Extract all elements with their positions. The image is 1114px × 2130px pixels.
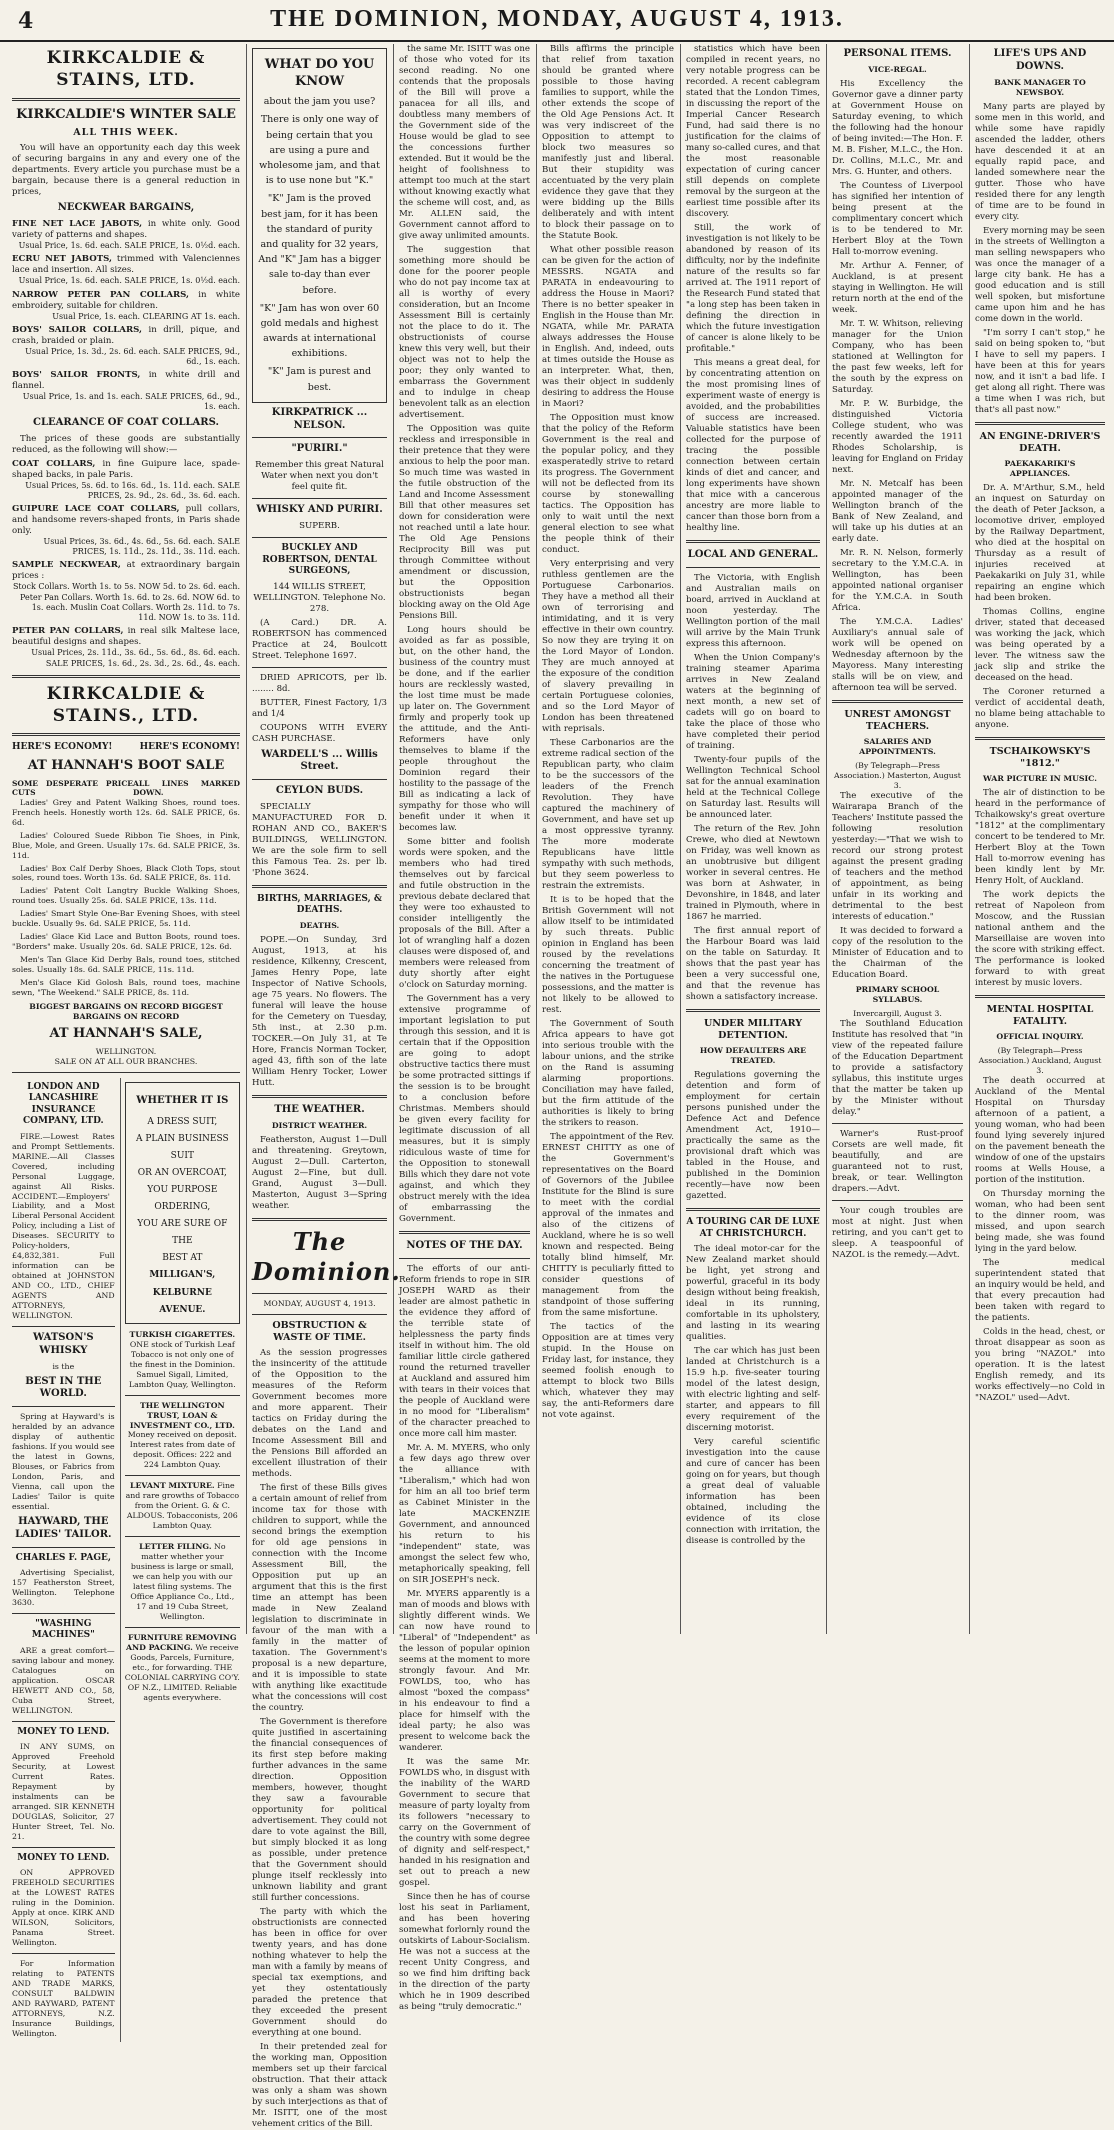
notes-paragraph: Very enterprising and very ruthless gentlemen are the Portuguese Carbonarios. They have a method all their own of terrorising and intimidating, and it is very effective in their own country. So now they are trying it on the Lord Mayor of London. They are much annoyed at the exposure of the condition of slavery prevailing in certain Portuguese colonies, and so the Lord Mayor of London has been threatened with reprisals.: [542, 559, 674, 734]
column-rule: [246, 44, 247, 1634]
military-detention-subtitle: HOW DEFAULTERS ARE TREATED.: [699, 1046, 807, 1066]
personal-item-paragraph: The Countess of Liverpool has signified her intention of being present at the complimentary concert which is to be tendered to Mr. Herbert Bloy at the Town Hall to-morrow evening.: [832, 180, 963, 257]
mental-hospital-title: MENTAL HOSPITAL FATALITY.: [986, 1004, 1094, 1028]
sale-item-price: Usual Price, 1s. 6d. each. SALE PRICE, 1s. 0½d. each.: [18, 241, 240, 251]
sale-item-desc: pull collars, and handsome revers-shaped fronts, in Paris shade only.: [12, 503, 241, 536]
what-do-you-know-title: WHAT DO YOU KNOW: [264, 57, 375, 89]
editorial-paragraph: The Government has a very extensive programme of important legislation to put through this session, and it is certain that if the Opposition are going to adopt obstructive tactics there must be some protracted sittings if the session is to be brought to a conclusion before Christmas. Members should be given every facility for legitimate discussion of all measures, but it is simply ridiculous waste of time for the Opposition to stonewall Bills which they dare not vote against, and which they obstruct merely with the idea of embarrassing the Government.: [399, 994, 530, 1224]
business-suit: A PLAIN BUSINESS SUIT: [135, 1133, 229, 1161]
sale-item-name: GUIPURE LACE COAT COLLARS,: [12, 503, 180, 514]
notes-paragraph: The Opposition must know that the policy of the Reform Government is the real and the popular policy, and they exasperatedly strive to retard its progress. The Government will not be deflected from its course by stonewalling tactics. The Opposition has only to wait until the next general election to see what the people think of their conduct.: [542, 413, 674, 555]
charles-page-body: Advertising Specialist, 157 Featherston Street, Wellington. Telephone 3630.: [12, 1568, 115, 1607]
sale-item: [12, 560, 240, 623]
editorial-paragraph: Long hours should be avoided as far as possible, but, on the other hand, the business of the country must be done, and if the earlier hours are recklessly wasted, the lost time must be made up later on. The Government firmly and properly took up the attitude, and the Anti-Reformers have only themselves to blame if the people throughout the Dominion regard their hostility to the passage of the Bill as indicating a lack of sympathy for those who will benefit under it when it becomes law.: [399, 625, 530, 833]
sale-item: [12, 290, 240, 322]
washing-machines-body: ARE a great comfort—saving labour and money. Catalogues on application. OSCAR HEWETT AND CO., 58, Cuba Street, WELLINGTON.: [12, 1645, 115, 1715]
kelburne: KELBURNE AVENUE.: [152, 1287, 212, 1315]
column-6: [832, 44, 963, 1634]
dental-title: BUCKLEY AND ROBERTSON, DENTAL SURGEONS,: [262, 543, 377, 577]
london-lancashire-body: FIRE.—Lowest Rates and Prompt Settlements. MARINE.—All Classes Covered, including Personal Luggage, against All Risks. ACCIDENT.—Employers' Liability, and a Most Liberal Personal Accident Policy, including a List of Diseases. SECURITY to Policy-holders, £4,832,381. Full information can be obtained at JOHNSTON AND CO., LTD., CHIEF AGENTS AND ATTORNEYS, WELLINGTON.: [12, 1131, 115, 1321]
notes-paragraph: Bills affirms the principle that relief from taxation should be granted where possible to those having families to support, while the other extends the scope of the Old Age Pensions Act. It was very indiscreet of the Opposition to attempt to block two measures so manifestly just and liberal. But their stupidity was accentuated by the very plain evidence they gave that they were bidding up the Bills deliberately and with intent to block their passage on to the Statute Book.: [542, 44, 674, 241]
patents-body: For Information relating to PATENTS AND TRADE MARKS, CONSULT BALDWIN AND RAYWARD, PATENT ATTORNEYS, N.Z. Insurance Buildings, Wellington.: [12, 1959, 115, 2038]
primary-syllabus-body: The Southland Education Institute has resolved that "in view of the repeated failure of the Education Department to provide a satisfactory syllabus, this institute urges that the matter be taken up by the Minister without delay.": [832, 1018, 963, 1117]
sure-best: YOU ARE SURE OF THE: [137, 1219, 228, 1247]
winter-sale-intro: You will have an opportunity each day this week of securing bargains in any and every one of the departments. Every article you purchase must be a bargain, because there is a general reduction in prices,: [12, 143, 240, 198]
purpose: YOU PURPOSE ORDERING,: [147, 1185, 218, 1213]
personal-item-paragraph: Mr. T. W. Whitson, relieving manager for the Union Company, who has been stationed at Wellington for the past few weeks, left for the south by the express on Saturday.: [832, 318, 963, 395]
engine-paragraph: Dr. A. M'Arthur, S.M., held an inquest on Saturday on the death of Peter Jackson, a locomotive driver, employed by the Railway Department, who died at the hospital on Thursday as a result of injuries received at Paekakariki on July 31, while repairing an engine which had been broken.: [975, 482, 1105, 603]
sale-item: [12, 504, 240, 557]
touring-car-paragraph: Very careful scientific investigation into the cause and cure of cancer has been going on for years, but though a great deal of valuable information has been obtained, including the evidence of its close connection with irritation, the disease is controlled by the: [686, 1437, 820, 1547]
lifes-ups-downs-title: LIFE'S UPS AND DOWNS.: [993, 48, 1087, 72]
sale-item-price: Usual Prices, 5s. 6d. to 16s. 6d., 1s. 11d. each. SALE PRICES, 2s. 9d., 2s. 6d., 3s. 6d. each.: [25, 480, 240, 500]
sale-item-price: Usual Price, 1s. 6d. each. SALE PRICE, 1s. 0½d. each.: [18, 276, 240, 286]
touring-car-paragraph: The car which has just been landed at Christchurch is a 15.9 h.p. five-seater touring model of the latest design, with electric lighting and self-starter, and appears to fill every requirement of the discerning motorist.: [686, 1346, 820, 1434]
watsons-is-the: is the: [52, 1361, 75, 1371]
editorial-paragraph: The Opposition was quite reckless and irresponsible in their pretence that they were anxious to help the poor man. So much time was wasted in the futile obstruction of the Land and Income Assessment Bill that other measures set down for consideration were not reached until a late hour. The Old Age Pensions Reciprocity Bill was put through Committee without amendment or discussion, but the Opposition obstructionists began blocking away on the Old Age Pensions Bill.: [399, 424, 530, 621]
ymca-body: The Y.M.C.A. Ladies' Auxiliary's annual sale of work will be opened on Wednesday afternoon by the Mayoress. Many interesting stalls will be on view, and afternoon tea will be served.: [832, 616, 963, 693]
notes-paragraph: The appointment of the Rev. ERNEST CHITTY as one of the Government's representatives on the Board of Governors of the Jubilee Institute for the Blind is sure to meet with the cordial approval of the inmates and also of the citizens of Auckland, where he is so well known and respected. Being totally blind himself, Mr. CHITTY is peculiarly fitted to consider questions of management from the standpoint of those suffering from the same misfortune.: [542, 1132, 674, 1318]
coupons: COUPONS WITH EVERY CASH PURCHASE.: [252, 722, 387, 744]
engine-paragraph: Thomas Collins, engine driver, stated that deceased was working the jack, which was being operated by a lever. The witness saw the jack slip and strike the deceased on the head.: [975, 606, 1105, 683]
weather-body: Featherston, August 1—Dull and threatening. Greytown, August 2—Dull. Carterton, August 2—Fine, but dull. Grand, August 3—Dull. Masterton, August 3—Spring weather.: [252, 1134, 387, 1211]
personal-item-paragraph: Mr. Arthur A. Fenner, of Auckland, is at present staying in Wellington. He will return north at the end of the week.: [832, 260, 963, 315]
vice-regal: VICE-REGAL.: [868, 64, 927, 74]
sale-item-desc: in drill, pique, and crash, braided or plain.: [12, 324, 241, 346]
sale-item: [12, 459, 240, 501]
local-general-paragraph: When the Union Company's training steamer Aparima arrives in New Zealand waters at the beginning of next month, a new set of cadets will go on board to take the place of those who have completed their period of training.: [686, 652, 820, 751]
kirkcaldie-title: KIRKCALDIE & STAINS, LTD.: [46, 48, 206, 90]
sale-item-name: NARROW PETER PAN COLLARS,: [12, 289, 190, 300]
teachers-paragraph: It was decided to forward a copy of the resolution to the Minister of Education and to the Chairman of the Education Board.: [832, 925, 963, 980]
clearance-heading: CLEARANCE OF COAT COLLARS.: [33, 416, 219, 428]
charles-page-title: CHARLES F. PAGE,: [15, 1552, 112, 1563]
deaths-body: POPE.—On Sunday, 3rd August, 1913, at his residence, Kilkenny, Crescent, James Henry Pope, late Inspector of Native Schools, age 75 years. No flowers. The funeral will leave the house for the Cemetery on Tuesday, 5th inst., at 2.30 p.m. TOCKER.—On July 31, at Te Hore, Francis Norman Tocker, aged 43, fifth son of the late William Henry Tocker, Lower Hutt.: [252, 934, 387, 1088]
touring-car-title: A TOURING CAR DE LUXE AT CHRISTCHURCH.: [686, 1217, 820, 1239]
newspaper-title: THE DOMINION, MONDAY, AUGUST 4, 1913.: [270, 6, 844, 32]
engine-driver-subtitle: PAEKAKARIKI'S APPLIANCES.: [1004, 458, 1076, 478]
biggest-bargains: BIGGEST BARGAINS ON RECORD BIGGEST BARGAINS ON RECORD: [29, 1002, 223, 1022]
unrest-teachers-subtitle: SALARIES AND APPOINTMENTS.: [859, 737, 936, 757]
furniture-removing: FURNITURE REMOVING AND PACKING. We receive Goods, Parcels, Furniture, etc., for forwarding. THE COLONIAL CARRYING CO'Y. OF N.Z., LIMITED. Reliable agents everywhere.: [124, 1632, 240, 1702]
primary-syllabus-dateline: Invercargill, August 3.: [853, 1008, 942, 1018]
ceylon-buds-title: CEYLON BUDS.: [275, 785, 364, 797]
mental-hospital-paragraph: On Thursday morning the woman, who had been sent to the dinner room, was missed, and upon search being made, she was found lying in the yard below.: [975, 1189, 1105, 1255]
economy-right: HERE'S ECONOMY!: [139, 742, 240, 753]
washing-machines-title: "WASHING MACHINES": [31, 1618, 95, 1641]
wardells: WARDELL'S ... Willis Street.: [261, 748, 378, 773]
dress-suit: A DRESS SUIT,: [147, 1116, 218, 1127]
jam-ad-line: "K" Jam is purest and best.: [267, 366, 372, 393]
cancer-paragraph: Still, the work of investigation is not likely to be abandoned by reason of its difficulty, nor by the indefinite nature of the results so far arrived at. The 1911 report of the Research Fund stated that "a long step has been taken in defining the direction in which the future investigation of cancer is alone likely to be profitable.": [686, 223, 820, 354]
letter-filing: LETTER FILING. No matter whether your business is large or small, we can help you with our latest filing systems. The Office Appliance Co., Ltd., 17 and 19 Cuba Street, Wellington.: [130, 1542, 235, 1621]
column-2: [252, 44, 401, 2130]
cancer-paragraph: statistics which have been compiled in recent years, no very notable progress can be recorded. A recent cablegram stated that the London Times, in discussing the report of the Imperial Cancer Research Fund, had said there is no justification for the claims of many so-called cures, and that the most reasonable expectation of curing cancer still depends on complete removal by the surgeon at the earliest time possible after its discovery.: [686, 44, 820, 219]
sale-item: [12, 325, 240, 367]
personal-item-paragraph: Mr. P. W. Burbidge, the distinguished Victoria College student, who was recently awarded the 1911 Rhodes Scholarship, is leaving for England on Friday next.: [832, 398, 963, 475]
sale-item: [12, 219, 240, 251]
sale-item: [12, 626, 240, 668]
desperate-cuts: SOME DESPERATE PRICE CUTS: [12, 778, 134, 798]
sale-item-desc: at extraordinary bargain prices :: [12, 560, 241, 582]
sale-item-desc: in white embroidery, suitable for children.: [12, 289, 240, 311]
boot-sale-item: Ladies' Grey and Patent Walking Shoes, round toes. French heels. Honestly worth 12s. 6d. SALE PRICE, 6s. 6d.: [12, 797, 240, 827]
boot-sale-item: Ladies' Smart Style One-Bar Evening Shoes, with steel buckle. Usually 9s. 6d. SALE PRICE, 5s. 11d.: [12, 909, 240, 929]
mental-hospital-dateline: (By Telegraph—Press Association.) Auckland, August 3.: [978, 1046, 1102, 1076]
hannah-boot-sale-title: AT HANNAH'S BOOT SALE: [27, 757, 225, 773]
engine-paragraph: The Coroner returned a verdict of accidental death, no blame being attachable to anyone.: [975, 686, 1105, 730]
winter-sale-subtitle: ALL THIS WEEK.: [73, 127, 179, 139]
money-to-lend-title-2: MONEY TO LEND.: [17, 1852, 110, 1863]
sale-item-desc: in white drill and flannel.: [12, 370, 240, 392]
winter-sale-title: KIRKCALDIE'S WINTER SALE: [16, 106, 236, 122]
engine-driver-title: AN ENGINE-DRIVER'S DEATH.: [979, 430, 1101, 454]
obstruction-paragraph: The first of these Bills gives a certain amount of relief from income tax for those with children to support, while the second brings the exemption for old age pensions in connection with the Income Assessment Bill, the Opposition put up an argument that this is the first time an attempt has been made in New Zealand legislation to discriminate in favour of the man with a family in the matter of taxation. The Government's proposal is a new departure, and it is impossible to state with anything like exactitude what the concessions will cost the country.: [252, 1483, 387, 1714]
london-lancashire-title: LONDON AND LANCASHIRE INSURANCE COMPANY, LTD.: [22, 1081, 104, 1127]
column-rule: [969, 44, 970, 1634]
dental-body: 144 WILLIS STREET, WELLINGTON. Telephone No. 278.: [253, 581, 386, 614]
notes-paragraph: The tactics of the Opposition are at times very stupid. In the House on Friday last, for instance, they seemed foolish enough to attempt to block two Bills which, whatever they may say, the anti-Reformers dare not vote against.: [542, 1322, 674, 1420]
unrest-teachers-dateline: (By Telegraph—Press Association.) Masterton, August 3.: [834, 761, 961, 790]
editorial-paragraph: the same Mr. ISITT was one of those who voted for its second reading. No one contends that the proposals of the Bill will prove a panacea for all ills, and doubtless many members of the Government side of the House would be glad to see the concessions further extended. But it would be the height of foolishness to attempt too much at the start without knowing exactly what the scheme will cost, and, as Mr. ALLEN said, the Government cannot afford to give away unlimited amounts.: [399, 44, 530, 241]
tchaikowsky-paragraph: The work depicts the retreat of Napoleon from Moscow, and the Russian national anthem and the Marseillaise are woven into the score with striking effect. The performance is looked forward to with great interest by music lovers.: [975, 890, 1105, 989]
puriri-body: Remember this great Natural Water when next you don't feel quite fit.: [255, 460, 384, 493]
money-to-lend-body-2: ON APPROVED FREEHOLD SECURITIES at the LOWEST RATES ruling in the Dominion. Apply at once. KIRK AND WILSON, Solicitors, Panama Street. Wellington.: [12, 1868, 115, 1948]
mental-hospital-paragraph: The medical superintendent stated that an inquiry would be held, and that every precaution had been taken with regard to the patients.: [975, 1258, 1106, 1324]
puriri-title: "PURIRI.": [291, 443, 348, 455]
money-to-lend-body: IN ANY SUMS, on Approved Freehold Security, at Lowest Current Rates. Repayment by instalments can be arranged. SIR KENNETH DOUGLAS, Solicitor, 27 Hunter Street, Tel. No. 21.: [12, 1742, 115, 1841]
trust-loan-ad: THE WELLINGTON TRUST, LOAN & INVESTMENT CO., LTD. Money received on deposit. Interest rates from date of deposit. Offices: 222 and 224 Lambton Quay.: [127, 1400, 237, 1470]
notes-paragraph: The efforts of our anti-Reform friends to rope in SIR JOSEPH WARD as their leader are almost pathetic in the evidence they afford of the terrible state of helplessness the party finds itself in without him. The old familiar little circle gathered round the returned traveller at Auckland and assured him with tears in their voices that the people of Auckland were in no mood for "Liberalism" of the character preached to once more call him master.: [399, 1263, 530, 1439]
obstruction-title: OBSTRUCTION & WASTE OF TIME.: [272, 1320, 367, 1344]
turkish-cigarettes: TURKISH CIGARETTES. ONE stock of Turkish Leaf Tobacco is not only one of the finest in the Dominion. Samuel Sigall, Limited, Lambton Quay, Wellington.: [128, 1329, 236, 1389]
bmd-title: BIRTHS, MARRIAGES, & DEATHS.: [257, 893, 382, 916]
deaths-title: DEATHS.: [299, 920, 340, 930]
dried-apricots: DRIED APRICOTS, per lb. ........ 8d.: [252, 672, 387, 694]
notes-paragraph: The Government of South Africa appears to have got into serious trouble with the labour unions, and the strike on the Rand is assuming alarming proportions. Conciliation may have failed, but the firm attitude of the authorities is likely to bring the strikers to reason.: [542, 1019, 674, 1128]
hannah-branches: SALE ON AT ALL OUR BRANCHES.: [54, 1056, 198, 1066]
life-paragraph: "I'm sorry I can't stop," he said on being spoken to, "but I have to sell my papers. I have been at this for years now, and it isn't a bad life. I get along all right. There was a time when I was rich, but that's all past now.": [975, 327, 1105, 415]
watsons-whisky-title: WATSON'S WHISKY: [33, 1332, 94, 1356]
obstruction-paragraph: In their pretended zeal for the working man, Opposition members set up their farcical obstruction. That their attack was only a sham was shown by such interjections as that of Mr. ISITT, one of the most vehement critics of the Bill.: [252, 2042, 387, 2130]
whether-title: WHETHER IT IS: [136, 1094, 229, 1106]
notes-paragraph: Mr. MYERS apparently is a man of moods and blows with slightly different winds. We can now have round to "Liberal" of "Independent" as the lesson of popular opinion seems at the moment to more strongly favour. And Mr. FOWLDS, too, who has almost "boxed the compass" in his endeavour to find a place for himself with the ideal party; he also was present to welcome back the wanderer.: [399, 1588, 530, 1753]
sale-item-desc: in white only. Good variety of patterns and shapes.: [12, 219, 240, 241]
butter: BUTTER, Finest Factory, 1/3 and 1/4: [252, 697, 387, 719]
whisky-puriri-title: WHISKY AND PURIRI.: [256, 504, 383, 516]
notes-of-the-day-title: NOTES OF THE DAY.: [406, 1240, 523, 1251]
sale-item-price: Usual Price, 1s. 3d., 2s. 6d. each. SALE PRICES, 9d., 6d., 1s. each.: [25, 346, 240, 367]
sale-item-name: PETER PAN COLLARS,: [12, 626, 124, 637]
sale-item-price: Usual Price, 1s. each. CLEARING AT 1s. each.: [52, 311, 240, 321]
local-general-paragraph: The Victoria, with English and Australian mails on board, arrived in Auckland at noon yesterday. The Wellington portion of the mail will arrive by the Main Trunk express this afternoon.: [686, 572, 820, 649]
personal-item-paragraph: Mr. R. N. Nelson, formerly secretary to the Y.M.C.A. in Wellington, has been appointed national organiser for the Y.M.C.A. in South Africa.: [832, 547, 963, 613]
neckwear-heading: NECKWEAR BARGAINS,: [57, 202, 195, 214]
mental-hospital-paragraph: The death occurred at Auckland of the Mental Hospital on Thursday afternoon of a patient, a young woman, who had been found lying severely injured on the pavement beneath the window of one of the upstairs rooms at Wells House, a portion of the institution.: [975, 1076, 1105, 1186]
unrest-teachers-title: UNREST AMONGST TEACHERS.: [844, 708, 951, 732]
weather-title: THE WEATHER.: [274, 1103, 365, 1115]
notes-paragraph: Since then he has of course lost his seat in Parliament, and has been hovering somewhat forlornly round the outskirts of Labour-Socialism. He was not a success at the recent Unity Congress, and so we find him drifting back in the direction of the party which he in 1909 described as being "truly democratic.": [399, 1891, 530, 2012]
boot-sale-item: Ladies' Glace Kid Lace and Button Boots, round toes. "Borders" make. Usually 20s. 6d. SALE PRICE, 12s. 6d.: [12, 932, 240, 952]
dr-robertson-card: (A Card.) DR. A. ROBERTSON has commenced Practice at 24, Boulcott Street. Telephone 1697.: [252, 617, 387, 661]
dominion-date: MONDAY, AUGUST 4, 1913.: [263, 1299, 376, 1309]
tchaikowsky-title: TSCHAIKOWSKY'S "1812.": [989, 745, 1091, 769]
money-to-lend-title: MONEY TO LEND.: [17, 1726, 110, 1737]
sale-item-name: BOYS' SAILOR FRONTS,: [12, 370, 141, 381]
sale-item-desc: in real silk Maltese lace, beautiful designs and shapes.: [12, 626, 241, 648]
levant-mixture: LEVANT MIXTURE. Fine and rare growths of Tobacco from the Orient. G. & C. ALDOUS. Tobacconists, 206 Lambton Quay.: [125, 1481, 240, 1531]
obstruction-paragraph: As the session progresses the insincerity of the attitude of the Opposition to the measures of the Reform Government becomes more and more apparent. Their tactics on Friday during the debates on the Land and Income Assessment Bill and the Pensions Bill afforded an excellent illustration of their methods.: [252, 1348, 387, 1480]
hayward-title: HAYWARD, THE LADIES' TAILOR.: [15, 1515, 112, 1540]
sale-item-name: FINE NET LACE JABOTS,: [12, 219, 143, 230]
all-lines-marked: ALL LINES MARKED DOWN.: [133, 778, 240, 798]
mental-hospital-subtitle: OFFICIAL INQUIRY.: [996, 1032, 1084, 1042]
boot-sale-item: Men's Tan Glace Kid Derby Bals, round toes, stitched soles. Usually 18s. 6d. SALE PRICE, 11s. 11d.: [12, 955, 240, 975]
column-rule: [826, 44, 827, 1634]
weather-subtitle: DISTRICT WEATHER.: [271, 1120, 368, 1130]
sale-item-name: ECRU NET JABOTS,: [12, 254, 112, 265]
hannah-sale-title: AT HANNAH'S SALE,: [49, 1026, 203, 1042]
lifes-ups-downs-subtitle: BANK MANAGER TO NEWSBOY.: [994, 77, 1086, 97]
sale-item: [12, 370, 240, 412]
tchaikowsky-subtitle: WAR PICTURE IN MUSIC.: [983, 774, 1097, 784]
sale-item-price: Stock Collars. Worth 1s. to 5s. NOW 5d. to 2s. 6d. each. Peter Pan Collars. Worth 1s. 6d. to 2s. 6d. NOW 6d. to 1s. each. Muslin Coat Collars. Worth 2s. 11d. to 7s. 11d. NOW 1s. to 3s. 11d.: [12, 582, 240, 623]
clearance-intro: The prices of these goods are substantially reduced, as the following will show:—: [12, 433, 240, 455]
notes-paragraph: Mr. A. M. MYERS, who only a few days ago threw over the alliance with "Liberalism," which had won for him an all too brief term as Cabinet Minister in the late MACKENZIE Government, and announced his return to his "independent" state, was amongst the select few who, metaphorically speaking, fell on SIR JOSEPH's neck.: [399, 1442, 530, 1585]
column-3: [399, 44, 530, 2012]
cancer-paragraph: This means a great deal, for by concentrating attention on the most promising lines of experiment waste of energy is avoided, and the probabilities of success are increased. Valuable statistics have been collected for the purpose of tracing the possible connection between certain kinds of diet and cancer, and long experiments have shown that mice with a cancerous ancestry are more liable to cancer than those born from a healthy line.: [686, 358, 820, 533]
overcoat: OR AN OVERCOAT,: [137, 1167, 227, 1178]
teachers-paragraph: The executive of the Wairarapa Branch of the Teachers' Institute passed the following resolution yesterday:—"That we wish to record our strong protest against the present grading of teachers and the method of appointment, as being unfair in its working and detrimental to the best interests of education.": [832, 790, 963, 922]
obstruction-paragraph: The party with which the obstructionists are connected has been in office for over twenty years, and has done nothing whatever to help the man with a family by means of special tax exemptions, and yet they ostentatiously paraded the pretence that they exceeded the present Government should do everything at one bound.: [252, 1907, 387, 2039]
page-number: 4: [18, 8, 34, 34]
column-5: [686, 44, 820, 1634]
kirkcaldie-title-2: KIRKCALDIE & STAINS., LTD.: [46, 683, 206, 726]
column-rule: [393, 44, 394, 1634]
ceylon-buds-body: SPECIALLY MANUFACTURED FOR D. ROHAN AND CO., BAKER'S BUILDINGS, WELLINGTON. We are the sole firm to sell this Famous Tea. 2s. per lb. 'Phone 3624.: [252, 801, 387, 878]
local-general-paragraph: The first annual report of the Harbour Board was laid on the table on Saturday. It shows that the past year has been a very successful one, and that the revenue has shown a satisfactory increase.: [686, 925, 820, 1002]
personal-item-paragraph: His Excellency the Governor gave a dinner party at Government House on Saturday evening, to which the following had the honour of being invited:—The Hon. F. M. B. Fisher, M.L.C., the Hon. Dr. Collins, M.L.C., Mr. and Mrs. G. Hunter, and others.: [832, 78, 963, 177]
notes-paragraph: It was the same Mr. FOWLDS who, in disgust with the inability of the WARD Government to secure that measure of party loyalty from its followers "necessary to carry on the Government of the country with some degree of dignity and self-respect," handed in his resignation and set out to preach a new gospel.: [399, 1756, 530, 1888]
local-general-title: LOCAL AND GENERAL.: [687, 549, 819, 560]
column-7: [975, 44, 1105, 1634]
tchaikowsky-paragraph: The air of distinction to be heard in the performance of Tchaikowsky's great overture "1812" at the complimentary concert to be tendered to Mr. Herbert Bloy at the Town Hall to-morrow evening has been kindly lent by Mr. Henry Holt, of Auckland.: [975, 788, 1105, 887]
sale-item-name: SAMPLE NECKWEAR,: [12, 560, 121, 571]
boot-sale-item: Ladies' Patent Colt Langtry Buckle Walking Shoes, round toes. Usually 25s. 6d. SALE PRICE, 13s. 11d.: [12, 886, 240, 906]
sale-item-name: BOYS' SAILOR COLLARS,: [12, 324, 143, 335]
hayward-body: Spring at Hayward's is heralded by an advance display of authentic fashions. If you would see the latest in Gowns, Blouses, or Fabrics from London, Paris, and Vienna, call upon the Ladies' Tailor is quite essential.: [12, 1412, 115, 1511]
military-detention-title: UNDER MILITARY DETENTION.: [703, 1017, 803, 1041]
jam-ad-line: There is only one way of being certain that you are using a pure and wholesome jam, and that is to use none but "K.": [259, 114, 380, 187]
whisky-puriri-sub: SUPERB.: [299, 521, 340, 531]
jam-ad-line: about the jam you use?: [263, 96, 376, 108]
watsons-best: BEST IN THE WORLD.: [25, 1375, 102, 1400]
primary-syllabus-title: PRIMARY SCHOOL SYLLABUS.: [855, 984, 940, 1004]
sale-item-price: Usual Prices, 3s. 6d., 4s. 6d., 5s. 6d. each. SALE PRICES, 1s. 11d., 2s. 11d., 3s. 11d. each.: [43, 536, 240, 557]
warner-corsets: Warner's Rust-proof Corsets are well made, fit beautifully, and are guaranteed not to rust, break, or tear. Wellington drapers.—Advt.: [832, 1128, 963, 1194]
editorial-paragraph: The suggestion that something more should be done for the poorer people who do not pay income tax at all is worthy of every consideration, but an Income Assessment Bill is certainly not the place to do it. The obstructionists of course knew this very well, but their object was not to help the poor; they only wanted to embarrass the Government and to indulge in cheap benevolent talk as an election advertisement.: [399, 245, 530, 420]
local-general-paragraph: The return of the Rev. John Crewe, who died at Newtown on Friday, was well known as an unobtrusive but diligent worker in several centres. He was born at Ashwater, in Devonshire, in 1848, and later trained in Plymouth, where in 1867 he married.: [686, 823, 820, 922]
editorial-paragraph: Some bitter and foolish words were spoken, and the members who had tired themselves out by farcical and futile obstruction in the previous debate declared that they were too exhausted to consider intelligently the proposals of the Bill. After a lot of wrangling half a dozen clauses were disposed of, and members were released from duty shortly after eight o'clock on Saturday morning.: [399, 837, 530, 990]
milligans: MILLIGAN'S,: [149, 1270, 216, 1281]
sale-item-price: Usual Price, 1s. and 1s. each. SALE PRICES, 6d., 9d., 1s. each.: [22, 392, 240, 412]
jam-ad-line: "K" Jam is the proved best jam, for it has been the standard of purity and quality for 32 years, And "K" Jam has a bigger sale to-day than ever before.: [258, 193, 381, 296]
best-at: BEST AT: [162, 1253, 203, 1264]
boot-sale-item: Ladies' Box Calf Derby Shoes, Black Cloth Tops, stout soles, round toes. Worth 13s. 6d. SALE PRICE, 8s. 11d.: [12, 863, 240, 883]
boot-sale-item: Men's Glace Kid Golosh Bals, round toes, machine sewn, "The Weekend." SALE PRICE, 8s. 11d.: [12, 978, 240, 998]
colds-remedy: Colds in the head, chest, or throat disappear as soon as you bring "NAZOL" into operation. It is the latest English remedy, and its works effectively—no Cold in "NAZOL" used—Advt.: [975, 1327, 1105, 1404]
economy-left: HERE'S ECONOMY!: [12, 742, 113, 753]
notes-paragraph: What other possible reason can be given for the action of MESSRS. NGATA and PARATA in endeavouring to address the House in Maori? There is no better speaker in English in the House than Mr. NGATA, while Mr. PARATA always addresses the House in English. And, indeed, outs at times outside the House as an interpreter. What, then, was their object in suddenly desiring to address the House in Maori?: [542, 245, 674, 409]
column-advertisements-kirkcaldie: [12, 44, 241, 2038]
column-4: [542, 44, 674, 1634]
jam-ad-line: "K" Jam has won over 60 gold medals and highest awards at international exhibitions.: [259, 302, 380, 360]
inner-ad-column: [120, 1078, 240, 2042]
personal-item-paragraph: Mr. N. Metcalf has been appointed manager of the Wellington branch of the Bank of New Zealand, and will take up his duties at an early date.: [832, 478, 963, 544]
sale-item: [12, 254, 240, 286]
cough-remedy: Your cough troubles are most at night. Just when retiring, and you can't get to sleep. A teaspoonful of NAZOL is the remedy.—Advt.: [832, 1205, 963, 1260]
dominion-nameplate: The Dominion.: [252, 1226, 401, 1287]
notes-paragraph: It is to be hoped that the British Government will not allow itself to be intimidated by such threats. Public opinion in England has been roused by the revelations concerning the treatment of the natives in the Portuguese possessions, and the matter is not likely to be allowed to rest.: [542, 895, 674, 1015]
sale-item-price: Usual Prices, 2s. 11d., 3s. 6d., 5s. 6d., 8s. 6d. each. SALE PRICES, 1s. 6d., 2s. 3d., 2s. 6d., 4s. each.: [31, 648, 240, 668]
boot-sale-item: Ladies' Coloured Suede Ribbon Tie Shoes, in Pink, Blue, Mole, and Green. Usually 17s. 6d. SALE PRICE, 3s. 11d.: [12, 830, 240, 860]
touring-car-paragraph: The ideal motor-car for the New Zealand market should be light, yet strong and powerful, graceful in its body design without being freakish, ideal in its running, comfortable in its upholstery, and lasting in its wearing qualities.: [686, 1244, 820, 1343]
masthead: [0, 0, 1114, 42]
sale-item-desc: trimmed with Valenciennes lace and insertion. All sizes.: [12, 254, 241, 276]
hannah-location: WELLINGTON.: [95, 1046, 157, 1056]
sale-item-name: COAT COLLARS,: [12, 458, 96, 469]
notes-paragraph: These Carbonarios are the extreme radical section of the Republican party, who claim to be the successors of the leaders of the French Revolution. They have captured the machinery of Government, and have set up a most oppressive tyranny. The more moderate Republicans have little sympathy with such methods, but they seem powerless to restrain the extremists.: [542, 738, 674, 891]
column-rule: [680, 44, 681, 1634]
local-general-paragraph: Twenty-four pupils of the Wellington Technical School sat for the annual examination held at the Technical College on Saturday last. Results will be announced later.: [686, 754, 820, 820]
military-detention-body: Regulations governing the detention and form of employment for certain persons punished under the Defence Act and Defence Amendment Act, 1910—practically the same as the provisional draft which was tabled in the House, and published in the Dominion recently—have now been gazetted.: [686, 1070, 820, 1202]
kirkpatrick-nelson: KIRKPATRICK ... NELSON.: [271, 406, 368, 431]
life-paragraph: Every morning may be seen in the streets of Wellington a man selling newspapers who was once the manager of a large city bank. He has a good education and is still well spoken, but misfortune came upon him and he has come down in the world.: [975, 225, 1105, 324]
personal-items-title: PERSONAL ITEMS.: [843, 48, 952, 59]
column-rule: [536, 44, 537, 1634]
sale-item-desc: in fine Guipure lace, spade-shaped backs, in pale Paris.: [12, 458, 240, 480]
life-paragraph: Many parts are played by some men in this world, and while some have rapidly ascended the ladder, others have descended it at an equally rapid pace, and landed somewhere near the gutter. Those who have resided there for any length of time are to be found in every city.: [975, 101, 1105, 222]
obstruction-paragraph: The Government is therefore quite justified in ascertaining the financial consequences of its first step before making further advances in the same direction. Opposition members, however, thought they saw a favourable opportunity for political advertisement. They could not dare to vote against the Bill, but simply blocked it as long as possible, under pretence that the Government should plunge itself recklessly into unknown liability and grant still further concessions.: [252, 1717, 387, 1904]
